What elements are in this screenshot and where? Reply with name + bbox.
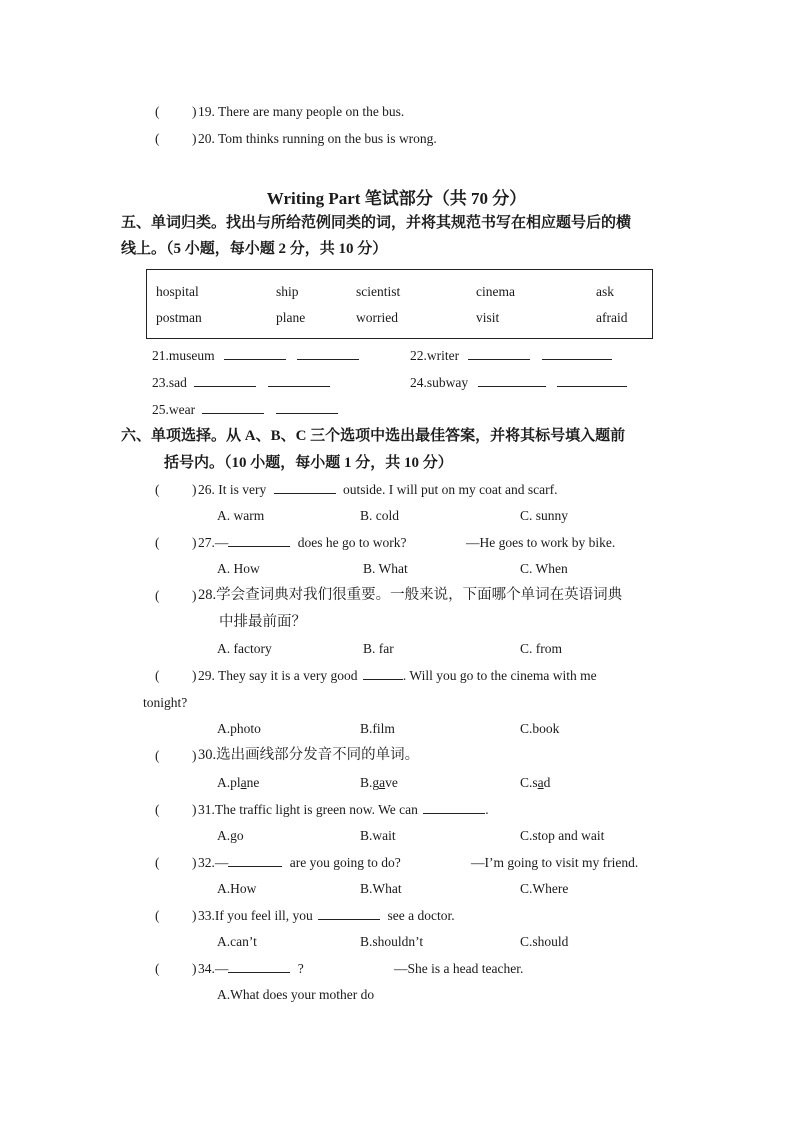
option-c: C. When	[520, 561, 568, 576]
question-27-reply: —He goes to work by bike.	[466, 535, 616, 550]
option-a: A.How	[217, 881, 257, 896]
question-34-reply: —She is a head teacher.	[394, 961, 524, 976]
option-b: B.film	[360, 721, 395, 736]
question-21	[152, 347, 359, 365]
option-b: B.shouldn’t	[360, 934, 424, 949]
answer-blank[interactable]	[557, 374, 627, 387]
answer-paren-close: )	[192, 131, 197, 146]
question-22-word: 22.writer	[410, 348, 460, 363]
option-c: C. from	[520, 641, 562, 656]
answer-paren-close: )	[192, 482, 197, 497]
answer-paren-open: (	[155, 104, 160, 119]
question-32-text: 32.—	[198, 855, 229, 870]
word-bank-item: plane	[276, 310, 306, 325]
question-26-text-end: outside. I will put on my coat and scarf.	[343, 482, 558, 497]
answer-paren-open: (	[155, 131, 160, 146]
question-32	[198, 854, 401, 872]
answer-paren-close: )	[192, 668, 197, 683]
word-bank-box	[146, 269, 653, 339]
option-c: C.should	[520, 934, 569, 949]
answer-paren-close: )	[192, 802, 197, 817]
answer-blank	[274, 481, 336, 494]
question-22	[410, 347, 612, 365]
question-27-text: 27.—	[198, 535, 229, 550]
answer-blank	[318, 907, 380, 920]
answer-paren-close: )	[192, 535, 197, 550]
option-b: B. What	[363, 561, 408, 576]
word-bank-item: ask	[596, 284, 614, 299]
question-26	[198, 481, 557, 499]
question-21-word: 21.museum	[152, 348, 215, 363]
word-bank-item: worried	[356, 310, 398, 325]
answer-paren-open: (	[155, 908, 160, 923]
question-33-text: 33.If you feel ill, you	[198, 908, 313, 923]
option-c: C. sunny	[520, 508, 569, 523]
word-bank-item: visit	[476, 310, 500, 325]
question-34-text-end: ?	[297, 961, 304, 976]
option-c: C.stop and wait	[520, 828, 605, 843]
word-bank-item: ship	[276, 284, 299, 299]
question-23-word: 23.sad	[152, 375, 187, 390]
question-25-word: 25.wear	[152, 402, 196, 417]
answer-paren-close: )	[192, 748, 197, 763]
option-a: A.plane	[217, 775, 260, 790]
question-24-word: 24.subway	[410, 375, 469, 390]
answer-blank[interactable]	[276, 401, 338, 414]
question-31	[198, 801, 489, 819]
part-title: Writing Part 笔试部分（共 70 分）	[266, 189, 527, 208]
option-a: A. How	[217, 561, 260, 576]
answer-blank[interactable]	[542, 347, 612, 360]
option-b: B.wait	[360, 828, 396, 843]
question-33-text-end: see a doctor.	[387, 908, 455, 923]
question-24	[410, 374, 627, 392]
question-31-text-end: .	[485, 802, 489, 817]
question-29-cont: tonight?	[143, 695, 188, 710]
section-6-heading-cont: 括号内。（10 小题，每小题 1 分，共 10 分）	[164, 455, 453, 471]
option-a: A. warm	[217, 508, 265, 523]
section-5-heading: 五、单词归类。找出与所给范例同类的词，并将其规范书写在相应题号后的横	[121, 215, 632, 231]
answer-blank[interactable]	[202, 401, 264, 414]
option-a: A.can’t	[217, 934, 257, 949]
answer-blank[interactable]	[468, 347, 530, 360]
option-b: B.gave	[360, 775, 398, 790]
question-19: 19. There are many people on the bus.	[198, 104, 405, 119]
answer-paren-close: )	[192, 961, 197, 976]
option-c: C.sad	[520, 775, 551, 790]
answer-blank[interactable]	[297, 347, 359, 360]
question-23	[152, 374, 330, 392]
answer-paren-open: (	[155, 855, 160, 870]
section-6-heading: 六、单项选择。从 A、B、C 三个选项中选出最佳答案，并将其标号填入题前	[121, 428, 626, 444]
option-c: C.Where	[520, 881, 569, 896]
answer-paren-open: (	[155, 482, 160, 497]
answer-paren-close: )	[192, 104, 197, 119]
option-a: A. factory	[217, 641, 272, 656]
question-32-text-end: are you going to do?	[289, 855, 401, 870]
option-c: C.book	[520, 721, 560, 736]
question-33	[198, 907, 455, 925]
option-a: A.go	[217, 828, 244, 843]
word-bank-item: scientist	[356, 284, 401, 299]
word-bank-item: hospital	[156, 284, 199, 299]
question-26-text: 26. It is very	[198, 482, 267, 497]
section-5-heading-cont: 线上。（5 小题，每小题 2 分，共 10 分）	[121, 241, 388, 257]
answer-paren-open: (	[155, 668, 160, 683]
question-29-text: 29. They say it is a very good	[198, 668, 358, 683]
option-b: B. far	[363, 641, 394, 656]
answer-blank[interactable]	[194, 374, 256, 387]
answer-paren-close: )	[192, 588, 197, 603]
answer-paren-open: (	[155, 588, 160, 603]
answer-blank	[228, 854, 282, 867]
question-34	[198, 960, 304, 978]
answer-blank[interactable]	[224, 347, 286, 360]
answer-blank	[228, 960, 290, 973]
question-29	[198, 667, 597, 685]
question-20: 20. Tom thinks running on the bus is wrong.	[198, 131, 437, 146]
option-b: B.What	[360, 881, 402, 896]
answer-paren-close: )	[192, 908, 197, 923]
answer-blank[interactable]	[478, 374, 546, 387]
answer-paren-open: (	[155, 535, 160, 550]
option-b: B. cold	[360, 508, 399, 523]
question-27-text-end: does he go to work?	[297, 535, 407, 550]
answer-blank	[363, 667, 403, 680]
question-29-text-end: . Will you go to the cinema with me	[402, 668, 597, 683]
answer-paren-open: (	[155, 748, 160, 763]
question-25	[152, 401, 338, 419]
answer-blank	[423, 801, 485, 814]
question-27	[198, 534, 406, 552]
answer-blank	[228, 534, 290, 547]
answer-paren-open: (	[155, 961, 160, 976]
word-bank-item: afraid	[596, 310, 628, 325]
question-30: 30.选出画线部分发音不同的单词。	[198, 747, 420, 763]
answer-paren-close: )	[192, 855, 197, 870]
question-28: 28.学会查词典对我们很重要。一般来说，下面哪个单词在英语词典	[198, 587, 623, 603]
word-bank-item: cinema	[476, 284, 515, 299]
answer-blank[interactable]	[268, 374, 330, 387]
question-28-cont: 中排最前面？	[219, 614, 306, 630]
question-32-reply: —I’m going to visit my friend.	[471, 855, 639, 870]
word-bank-item: postman	[156, 310, 202, 325]
answer-paren-open: (	[155, 802, 160, 817]
option-a: A.photo	[217, 721, 261, 736]
option-a: A.What does your mother do	[217, 987, 375, 1002]
question-34-text: 34.—	[198, 961, 229, 976]
question-31-text: 31.The traffic light is green now. We can	[198, 802, 418, 817]
